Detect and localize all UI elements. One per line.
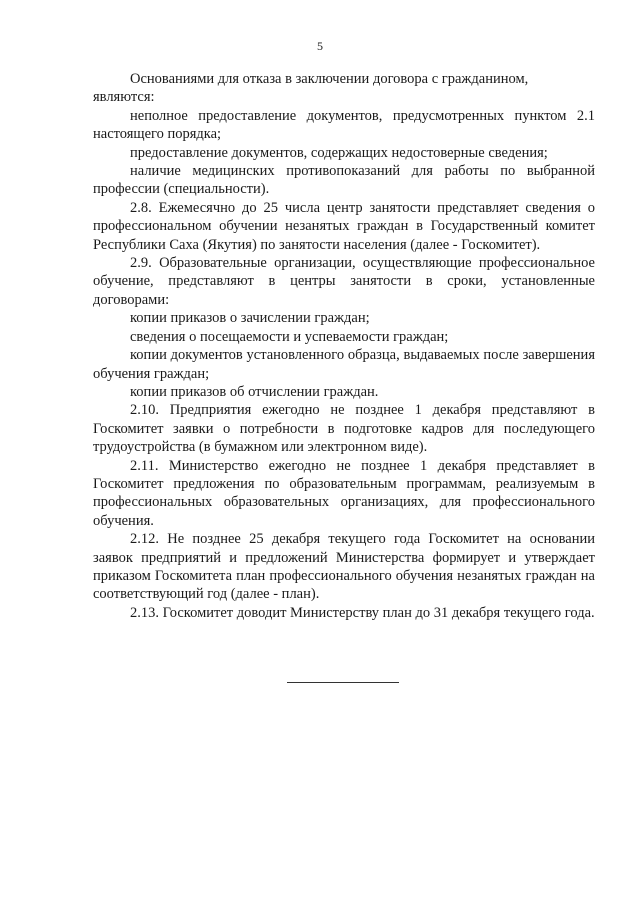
list-item-medical-contraindications: наличие медицинских противопоказаний для работы по выбранной профессии (специальности).: [93, 163, 595, 198]
list-item-expulsion-orders: копии приказов об отчислении граждан.: [130, 383, 379, 400]
document-body: [93, 70, 595, 622]
list-item-enrollment-orders: копии приказов о зачислении граждан;: [130, 310, 370, 327]
list-item-attendance-info: сведения о посещаемости и успеваемости граждан;: [130, 328, 449, 345]
end-divider: [287, 682, 399, 683]
clause-2-11: 2.11. Министерство ежегодно не позднее 1 декабря представляет в Госкомитет предложения по образовательным программам, реализуемым в профессиональных образовательных организациях, для профессионального обучения.: [93, 457, 595, 529]
clause-2-10: 2.10. Предприятия ежегодно не позднее 1 декабря представляют в Госкомитет заявки о потребности в подготовке кадров для последующего трудоустройства (в бумажном или электронном виде).: [93, 402, 595, 456]
list-item-incomplete-documents: неполное предоставление документов, предусмотренных пунктом 2.1 настоящего порядка;: [93, 107, 595, 143]
clause-2-12: 2.12. Не позднее 25 декабря текущего года Госкомитет на основании заявок предприятий и предложений Министерства формирует и утверждает приказом Госкомитета план профессионального обучения незанятых граждан на соответствующий год (далее - план).: [93, 531, 595, 603]
list-item-completion-documents: копии документов установленного образца, выдаваемых после завершения обучения граждан;: [93, 347, 595, 382]
paragraph-refusal-grounds-cont: являются:: [93, 89, 155, 106]
clause-2-9: 2.9. Образовательные организации, осуществляющие профессиональное обучение, представляют в центры занятости в сроки, установленные договорами:: [93, 255, 595, 308]
list-item-false-information: предоставление документов, содержащих недостоверные сведения;: [130, 144, 548, 161]
page-number: 5: [317, 39, 323, 53]
paragraph-refusal-grounds: Основаниями для отказа в заключении договора с гражданином,: [130, 71, 529, 87]
clause-2-8: 2.8. Ежемесячно до 25 числа центр занятости представляет сведения о профессиональном обучении незанятых граждан в Государственный комитет Республики Саха (Якутия) по занятости населения (далее - Госкомитет).: [93, 199, 595, 253]
clause-2-13: 2.13. Госкомитет доводит Министерству план до 31 декабря текущего года.: [130, 604, 595, 621]
